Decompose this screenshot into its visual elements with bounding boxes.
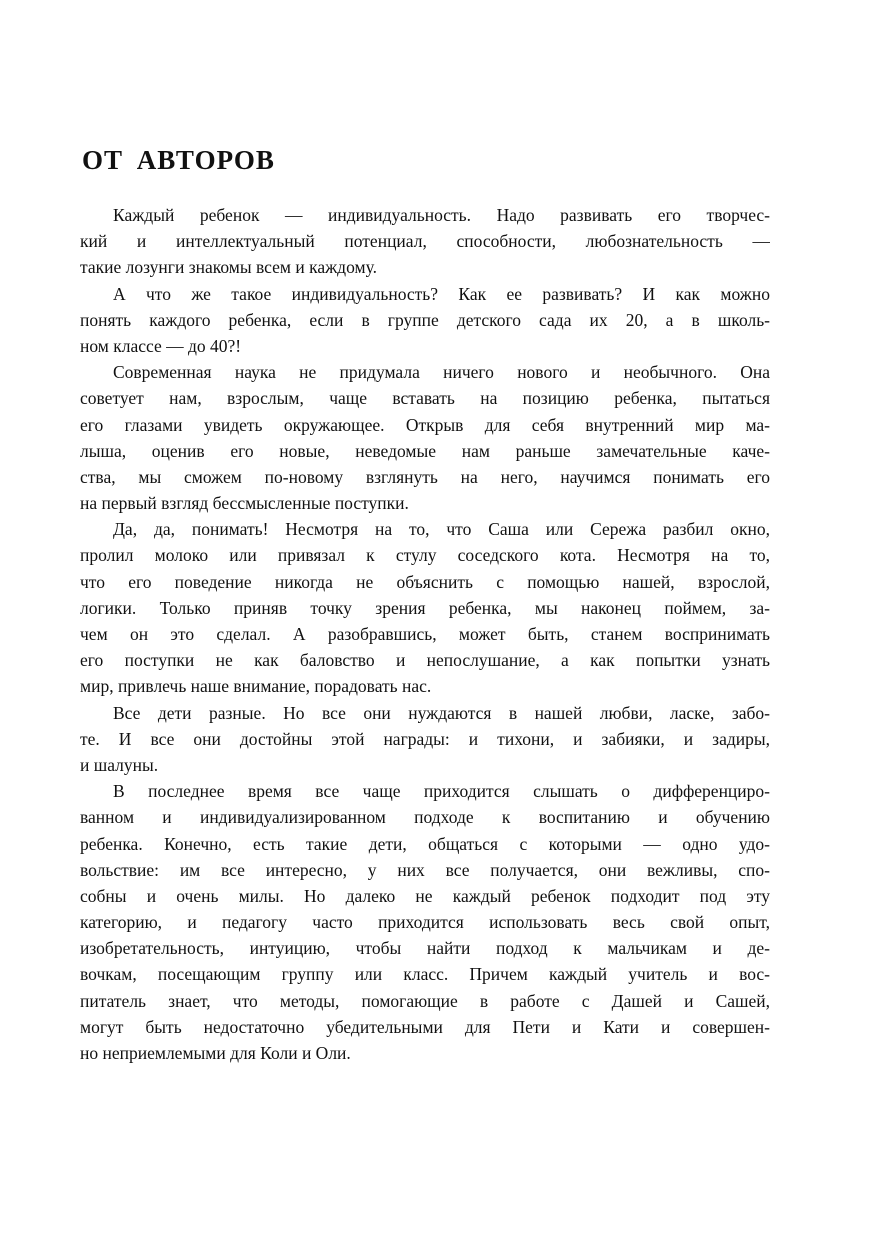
text-line: ства, мы сможем по-новому взглянуть на него, научимся понимать его [80, 466, 770, 487]
text-line: собны и очень милы. Но далеко не каждый ребенок подходит под эту [80, 885, 770, 906]
paragraph [80, 516, 770, 699]
text-line: его глазами увидеть окружающее. Открыв для себя внутренний мир ма- [80, 414, 770, 435]
text-line: лыша, оценив его новые, неведомые нам раньше замечательные каче- [80, 440, 770, 461]
text-line: но неприемлемыми для Коли и Оли. [80, 1043, 351, 1063]
text-line: его поступки не как баловство и непослушание, а как попытки узнать [80, 650, 770, 671]
text-line: советует нам, взрослым, чаще вставать на позицию ребенка, пытаться [80, 388, 770, 409]
paragraph [80, 281, 770, 360]
page-title: ОТ АВТОРОВ [82, 145, 275, 175]
text-line: изобретательность, интуицию, чтобы найти подход к мальчикам и де- [80, 938, 770, 959]
text-line: логики. Только приняв точку зрения ребенка, мы наконец поймем, за- [80, 597, 770, 618]
paragraph [80, 359, 770, 516]
text-line: кий и интеллектуальный потенциал, способности, любознательность — [80, 231, 770, 252]
text-line: вочкам, посещающим группу или класс. Причем каждый учитель и вос- [80, 964, 770, 985]
text-line: Современная наука не придумала ничего нового и необычного. Она [113, 362, 770, 383]
preface-body [80, 202, 770, 1066]
text-line: те. И все они достойны этой награды: и тихони, и забияки, и задиры, [80, 728, 770, 749]
text-line: Да, да, понимать! Несмотря на то, что Саша или Сережа разбил окно, [113, 519, 770, 540]
text-line: Все дети разные. Но все они нуждаются в нашей любви, ласке, забо- [113, 702, 770, 723]
text-line: категорию, и педагогу часто приходится использовать весь свой опыт, [80, 912, 770, 933]
text-line: В последнее время все чаще приходится слышать о дифференциро- [113, 781, 770, 802]
paragraph [80, 202, 770, 281]
text-line: питатель знает, что методы, помогающие в работе с Дашей и Сашей, [80, 990, 770, 1011]
text-line: и шалуны. [80, 754, 159, 775]
text-line: мир, привлечь наше внимание, порадовать нас. [80, 676, 432, 697]
text-line: что его поведение никогда не объяснить с помощью нашей, взрослой, [80, 571, 770, 592]
text-line: такие лозунги знакомы всем и каждому. [80, 257, 377, 278]
text-line: ребенка. Конечно, есть такие дети, общаться с которыми — одно удо- [80, 833, 770, 854]
text-line: ванном и индивидуализированном подходе к воспитанию и обучению [80, 807, 770, 828]
paragraph [80, 778, 770, 1066]
text-line: пролил молоко или привязал к стулу соседского кота. Несмотря на то, [80, 545, 770, 566]
text-line: могут быть недостаточно убедительными для Пети и Кати и совершен- [80, 1016, 770, 1037]
text-line: А что же такое индивидуальность? Как ее развивать? И как можно [113, 283, 770, 304]
text-line: чем он это сделал. А разобравшись, может быть, станем воспринимать [80, 624, 770, 644]
paragraph [80, 700, 770, 779]
text-line: ном классе — до 40?! [80, 335, 242, 356]
text-line: Каждый ребенок — индивидуальность. Надо развивать его творчес- [113, 205, 770, 225]
text-line: на первый взгляд бессмысленные поступки. [80, 493, 409, 514]
text-line: понять каждого ребенка, если в группе детского сада их 20, а в школь- [80, 309, 770, 330]
text-line: вольствие: им все интересно, у них все получается, они вежливы, спо- [80, 859, 770, 880]
